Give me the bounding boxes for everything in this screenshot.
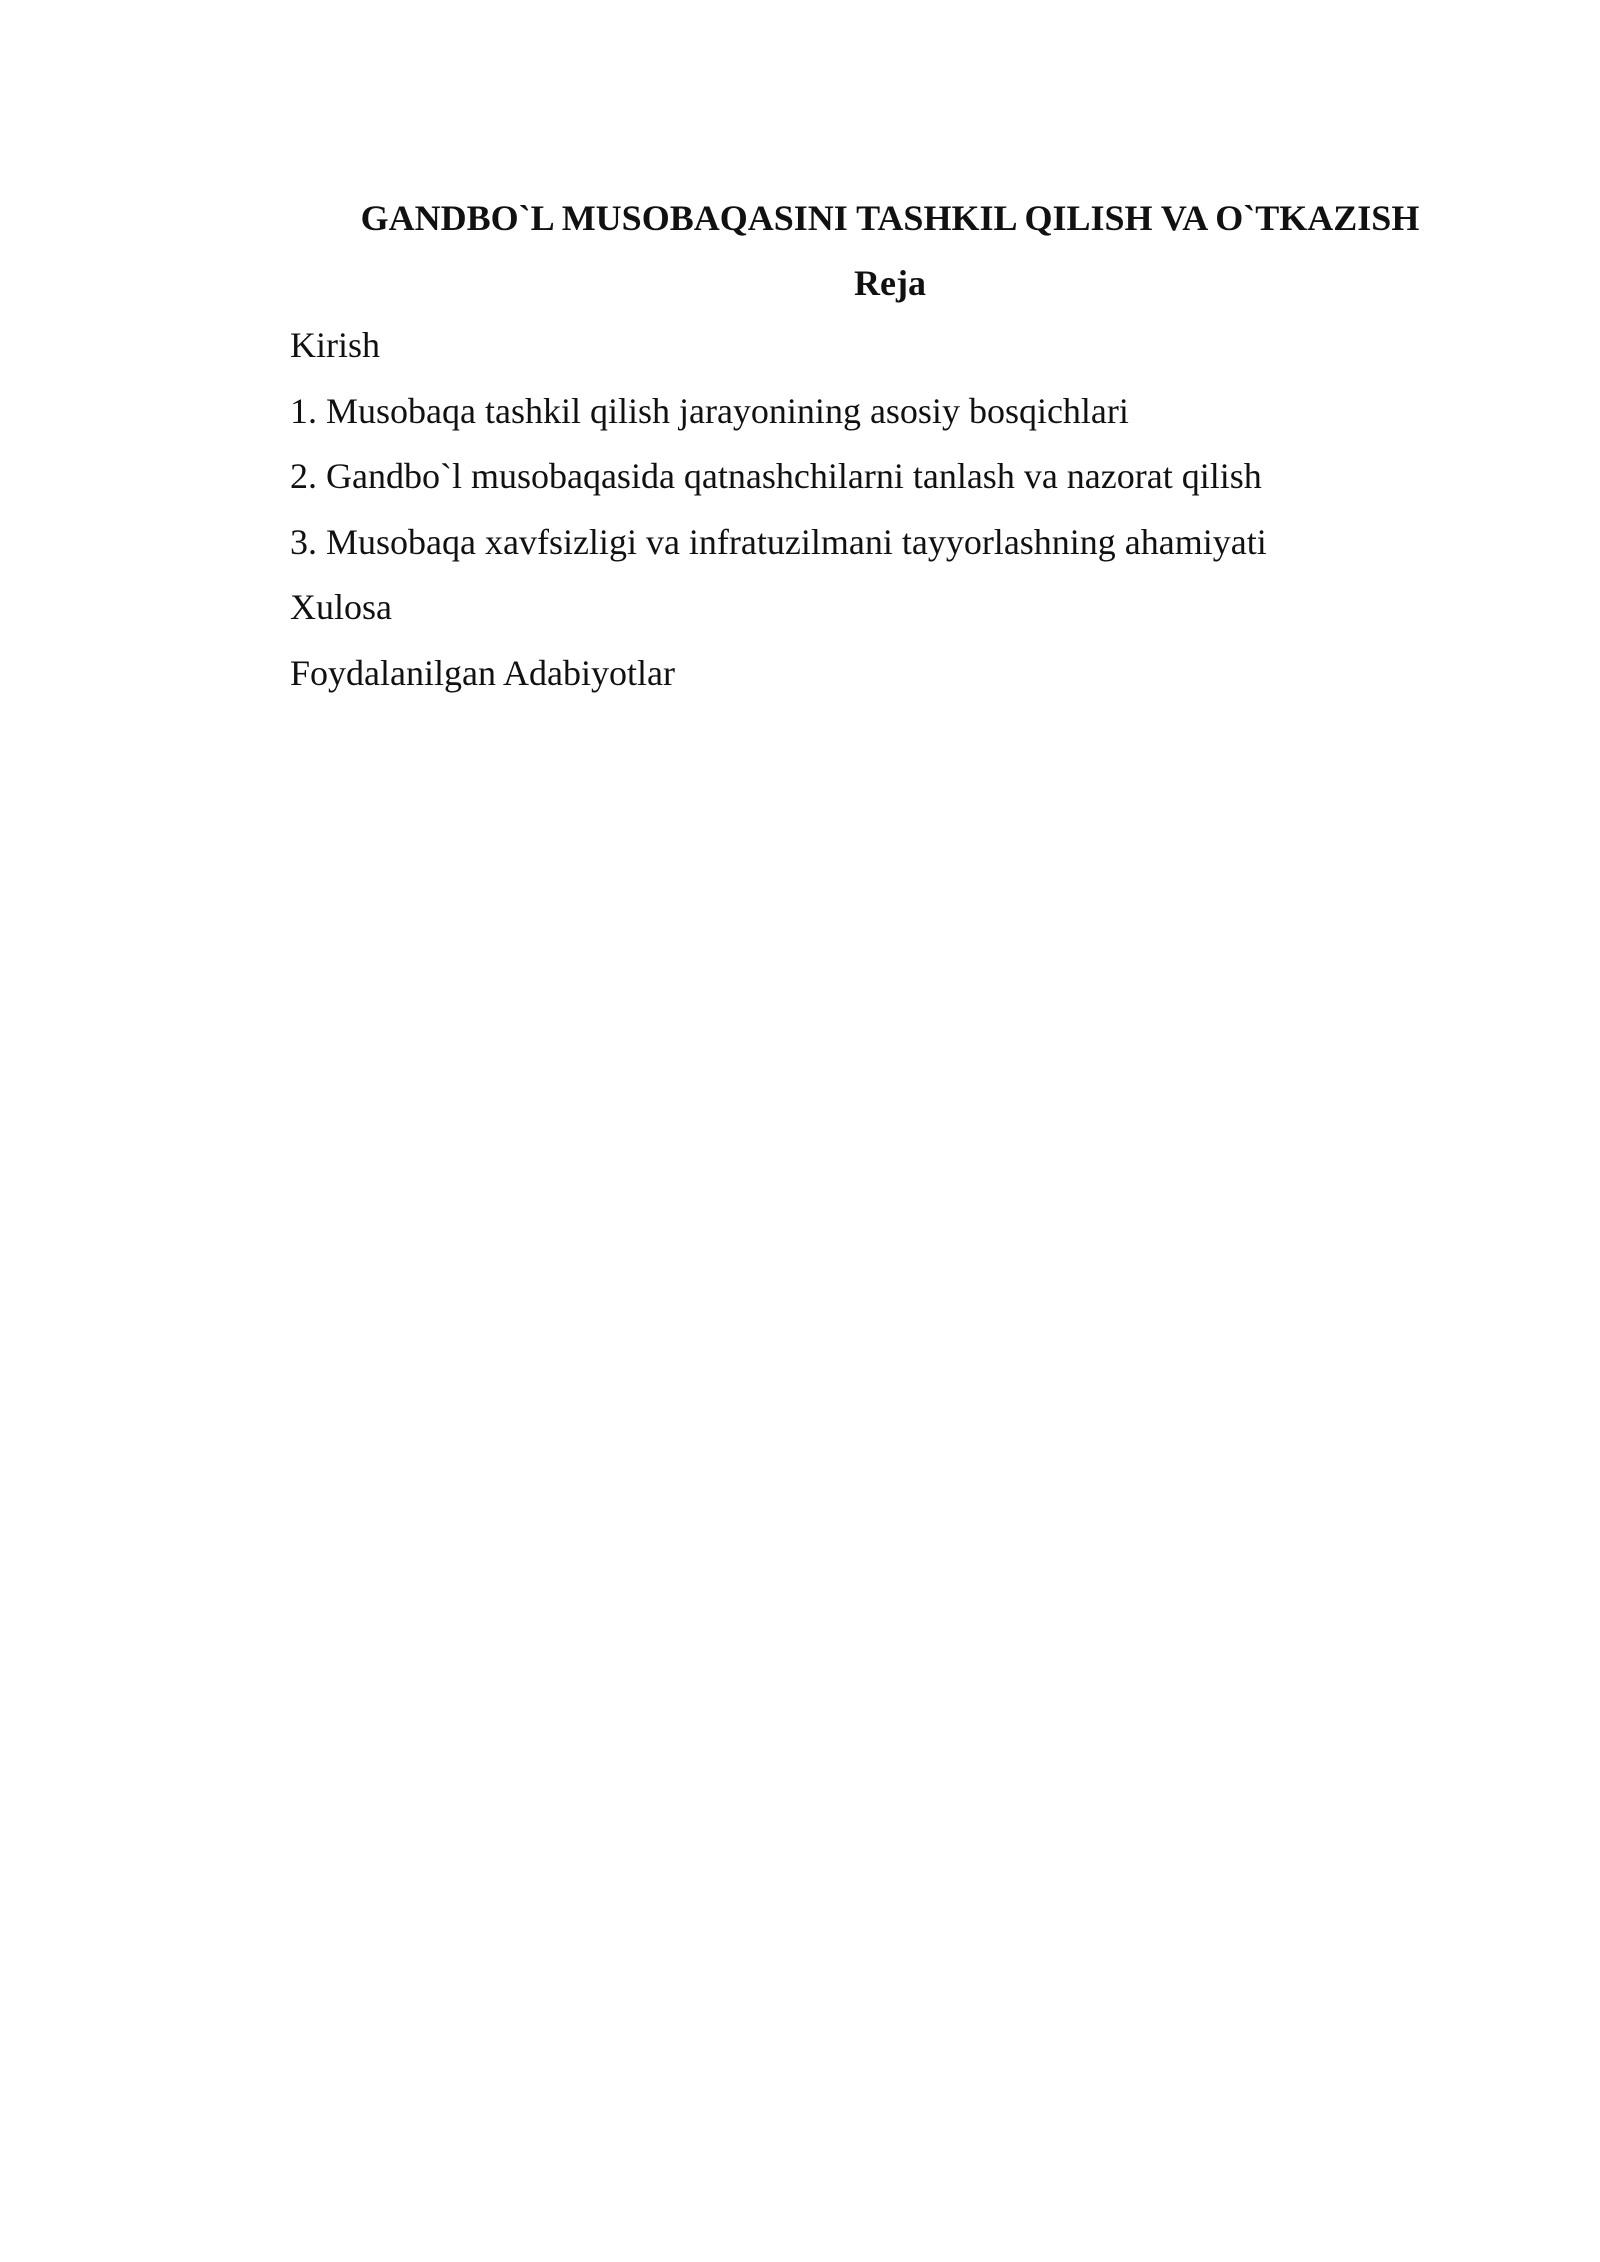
plan-item-references: Foydalanilgan Adabiyotlar (290, 652, 675, 693)
plan-item-conclusion: Xulosa (290, 587, 392, 627)
plan-item-3: 3. Musobaqa xavfsizligi va infratuzilmani tayyorlashning ahamiyati (290, 521, 1267, 562)
plan-item-1: 1. Musobaqa tashkil qilish jarayonining asosiy bosqichlari (290, 390, 1129, 431)
plan-heading: Reja (854, 263, 926, 303)
plan-item-introduction: Kirish (290, 325, 380, 365)
plan-list (290, 322, 1267, 715)
document-title: GANDBO`L MUSOBAQASINI TASHKIL QILISH VA O`TKAZISH (360, 198, 1420, 238)
plan-item-2: 2. Gandbo`l musobaqasida qatnashchilarni tanlash va nazorat qilish (290, 456, 1262, 496)
